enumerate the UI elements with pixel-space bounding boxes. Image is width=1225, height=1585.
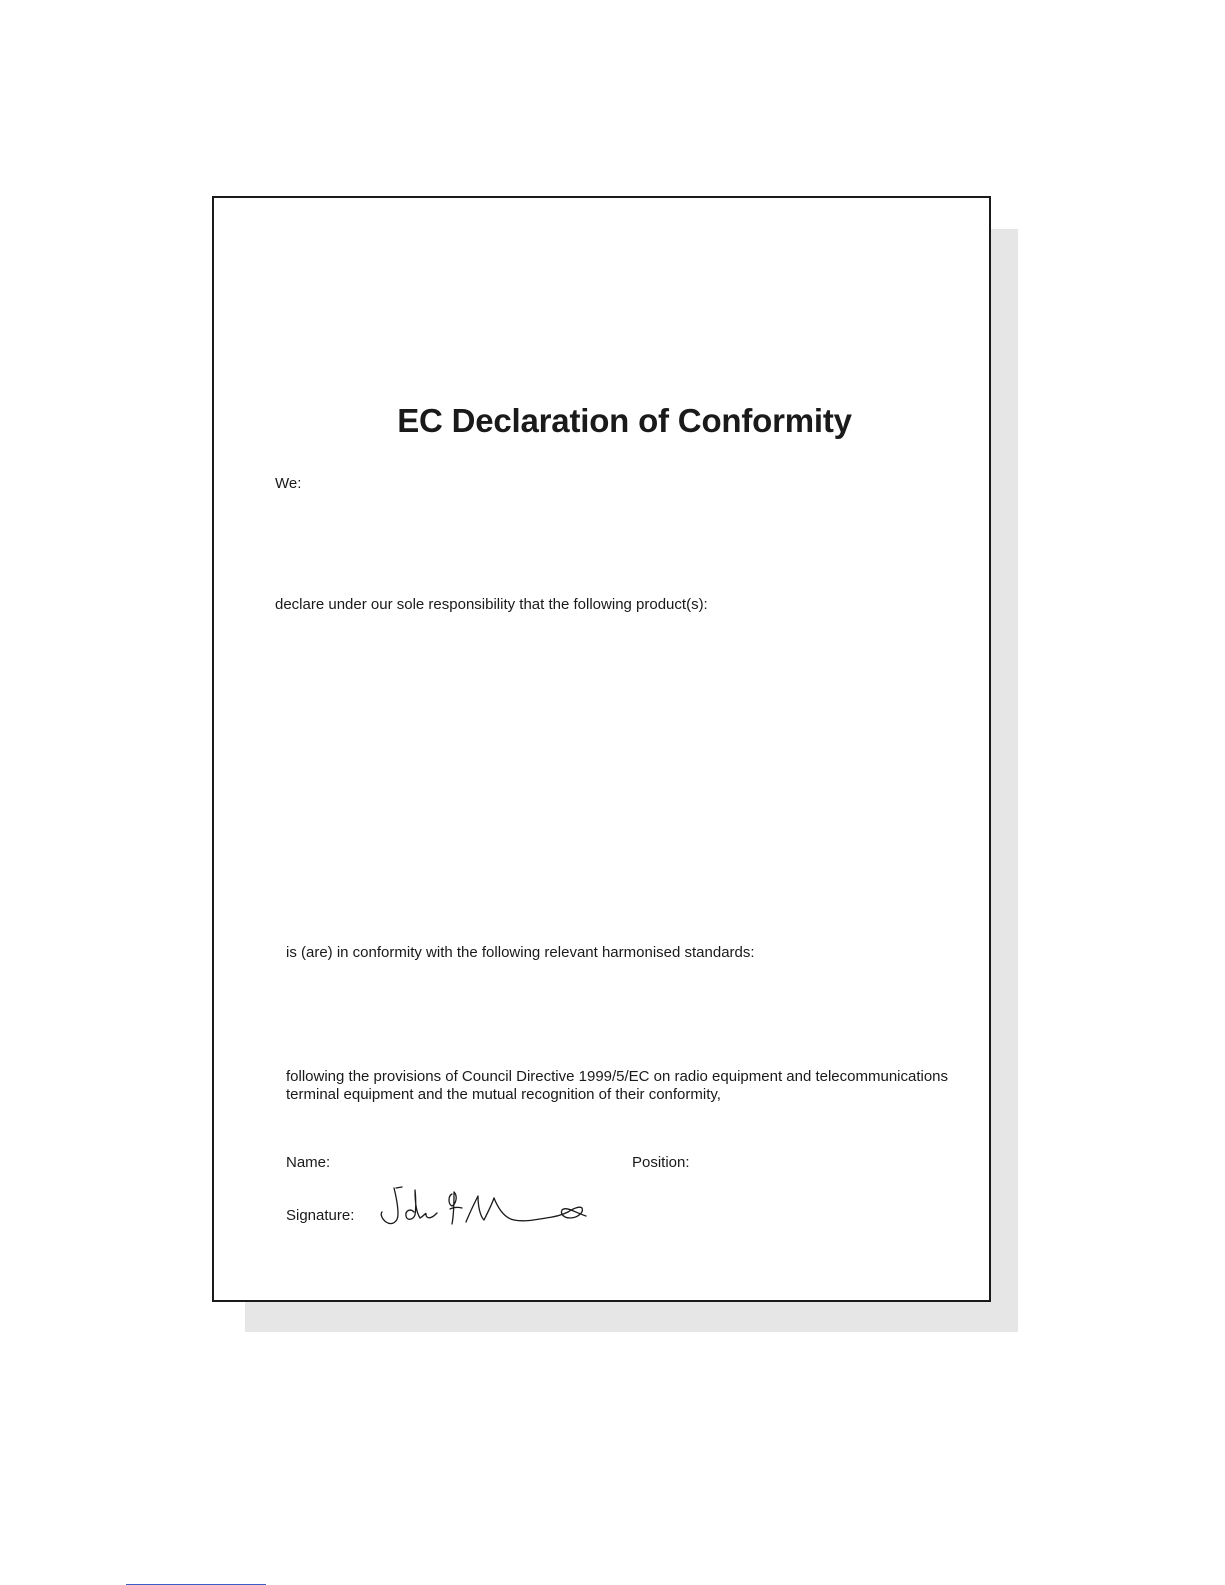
signature-label: Signature: [286,1207,355,1224]
directive-line-1: following the provisions of Council Directive 1999/5/EC on radio equipment and telecommunications [286,1068,949,1085]
handwritten-signature [374,1182,590,1234]
conformity-statement: is (are) in conformity with the following relevant harmonised standards: [286,944,755,961]
declaration-frame [212,196,991,1302]
name-label: Name: [286,1154,331,1171]
directive-line-2: terminal equipment and the mutual recognition of their conformity, [286,1086,721,1103]
declaration-statement: declare under our sole responsibility that the following product(s): [275,596,708,613]
directive-statement [286,1068,948,1104]
we-label: We: [275,475,302,492]
position-label: Position: [632,1154,690,1171]
document-title: EC Declaration of Conformity [397,402,852,439]
